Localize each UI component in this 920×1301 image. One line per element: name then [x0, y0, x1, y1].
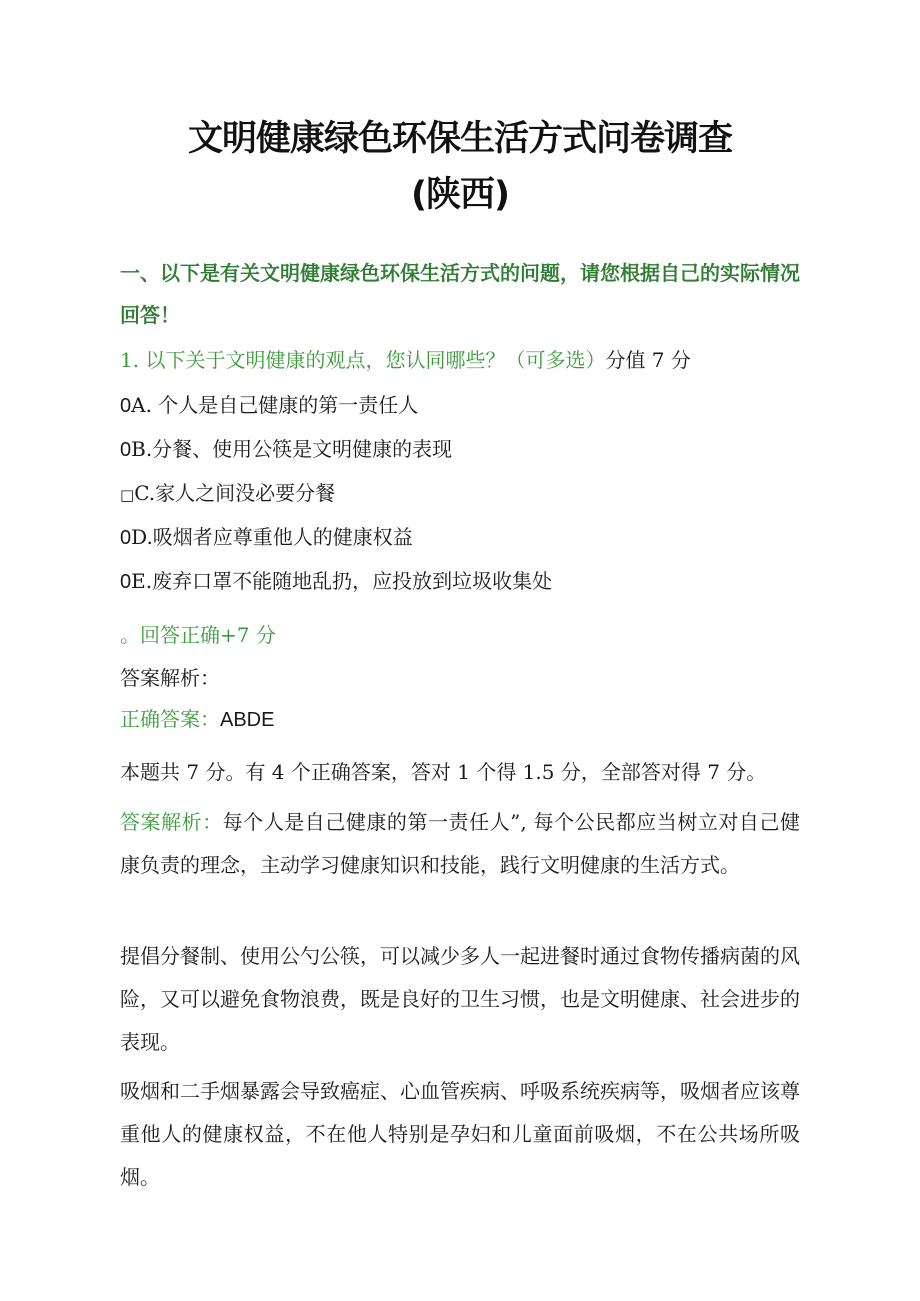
- analysis-paragraph-3: 吸烟和二手烟暴露会导致癌症、心血管疾病、呼吸系统疾病等，吸烟者应该尊重他人的健康权益，不在他人特别是孕妇和儿童面前吸烟，不在公共场所吸烟。: [120, 1079, 800, 1189]
- correct-answer-value: ABDE: [220, 709, 275, 731]
- option-label: D.吸烟者应尊重他人的健康权益: [131, 525, 413, 549]
- question-1: [120, 346, 810, 374]
- option-label: A. 个人是自己健康的第一责任人: [131, 393, 419, 417]
- option-label: E.废弃口罩不能随地乱扔，应投放到垃圾收集处: [131, 569, 553, 593]
- analysis-prefix: 答案解析：: [120, 810, 223, 834]
- analysis-label: 答案解析：: [120, 666, 220, 690]
- option-c[interactable]: [120, 479, 810, 509]
- option-marker: 0: [120, 395, 132, 417]
- option-e[interactable]: [120, 567, 810, 596]
- option-b[interactable]: [120, 435, 810, 464]
- option-a[interactable]: [120, 391, 810, 420]
- option-marker: 0: [120, 439, 132, 461]
- analysis-text: 每个人是自己健康的第一责任人”, 每个公民都应当树立对自己健康负责的理念，主动学习健康知识和技能，践行文明健康的生活方式。: [120, 810, 800, 877]
- option-marker: 0: [120, 527, 132, 549]
- option-marker: 0: [120, 571, 132, 593]
- analysis-paragraph-2: 提倡分餐制、使用公勺公筷，可以减少多人一起进餐时通过食物传播病菌的风险，又可以避免食物浪费，既是良好的卫生习惯，也是文明健康、社会进步的表现。: [120, 944, 800, 1054]
- question-score: 分值 7 分: [605, 348, 691, 372]
- analysis-paragraph-1: [120, 801, 800, 887]
- option-label: B.分餐、使用公筷是文明健康的表现: [131, 437, 453, 461]
- answer-feedback: 。回答正确+7 分: [120, 623, 276, 647]
- option-d[interactable]: [120, 523, 810, 552]
- section-heading: 一、以下是有关文明健康绿色环保生活方式的问题，请您根据自己的实际情况回答！: [120, 261, 800, 327]
- correct-answer-label: 正确答案：: [120, 707, 220, 731]
- document-title-line-2: (陕西): [411, 175, 509, 215]
- option-label: C.家人之间没必要分餐: [134, 481, 336, 505]
- score-explanation: 本题共 7 分。有 4 个正确答案，答对 1 个得 1.5 分，全部答对得 7 分。: [120, 760, 767, 784]
- document-title-line-1: 文明健康绿色环保生活方式问卷调查: [187, 119, 732, 159]
- option-marker: □: [120, 486, 135, 504]
- correct-answer: [120, 705, 810, 734]
- question-text: 1. 以下关于文明健康的观点，您认同哪些？（可多选）: [120, 348, 606, 372]
